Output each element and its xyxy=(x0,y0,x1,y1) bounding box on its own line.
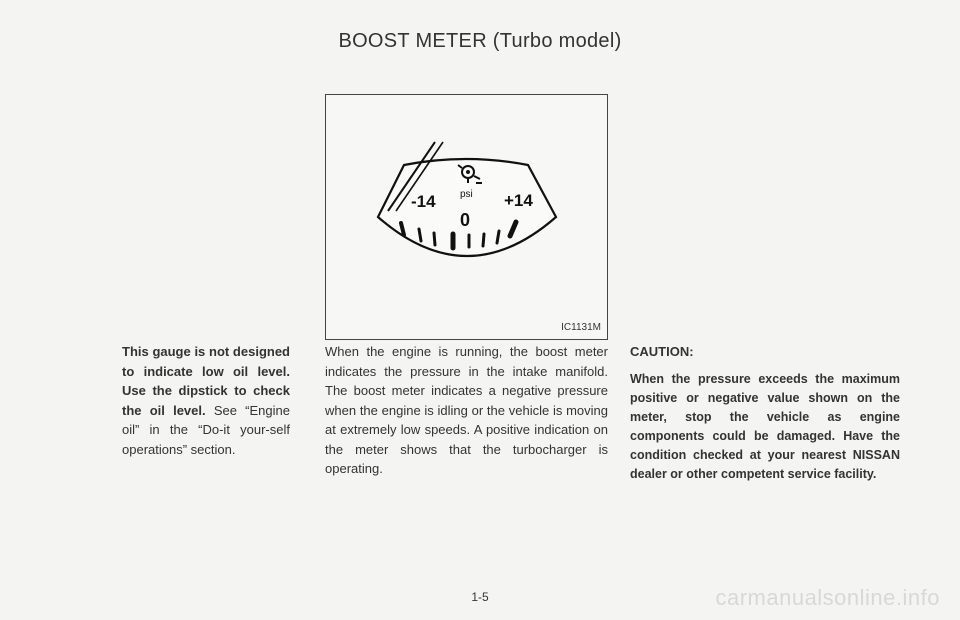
description-paragraph: When the engine is running, the boost meter indicates the pressure in the intake manifold. The boost meter indicates a negative pressure when the engine is idling or the vehicle is moving at extremely low speeds. A positive indication on the meter shows that the turbocharger is operating. xyxy=(325,344,608,476)
gauge-max-label: +14 xyxy=(504,191,533,210)
caution-text: When the pressure exceeds the maximum positive or negative value shown on the meter, stop the vehicle as engine components could be damaged. Have the condition checked at your nearest NISSAN dealer or other competent service facility. xyxy=(630,371,900,481)
caution-block xyxy=(630,342,900,484)
page-title: BOOST METER (Turbo model) xyxy=(338,30,622,52)
warning-bold-text: This gauge is not designed to indicate low oil level. Use the dipstick to check the oil level. xyxy=(122,344,290,418)
boost-meter-figure xyxy=(325,94,608,340)
boost-meter-gauge xyxy=(326,95,609,341)
gauge-unit-label: psi xyxy=(460,189,473,200)
warning-paragraph xyxy=(122,342,290,459)
page-number: 1-5 xyxy=(471,590,489,604)
watermark: carmanualsonline.info xyxy=(715,585,940,610)
figure-id: IC1131M xyxy=(561,322,601,333)
warning-normal-text: See “Engine oil” in the “Do-it your-self operations” section. xyxy=(122,402,290,457)
caution-title: CAUTION: xyxy=(630,344,694,359)
gauge-zero-label: 0 xyxy=(460,210,471,230)
gauge-min-label: -14 xyxy=(411,192,436,211)
